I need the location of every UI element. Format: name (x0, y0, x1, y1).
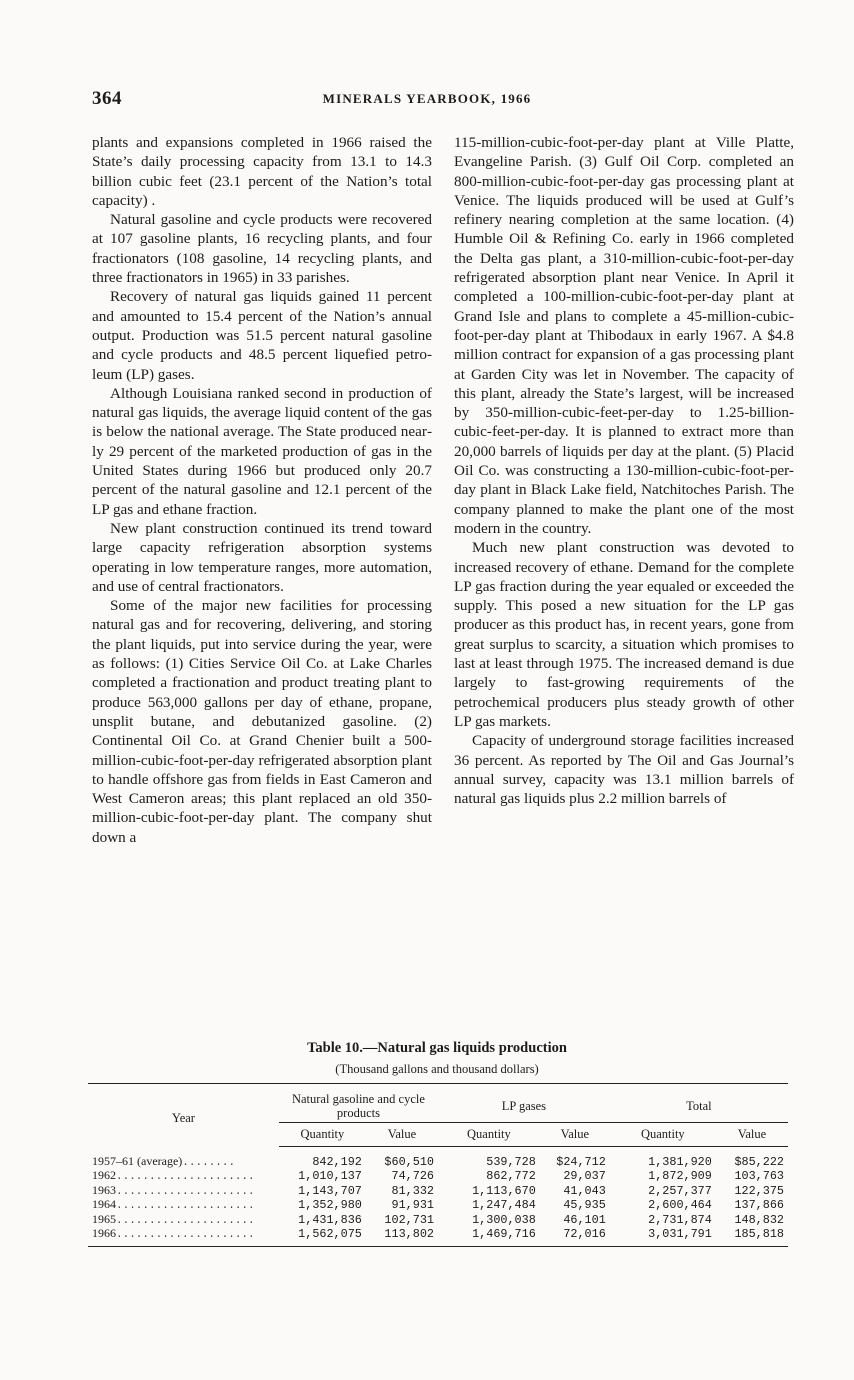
table-cell: 1,143,707 (298, 1183, 362, 1198)
column-header: Quantity (279, 1123, 366, 1147)
paragraph: plants and expansions completed in 1966 raised the State’s daily processing capacity from 13.1 to 14.3 billion cubic feet (23.1 percent of the Nation’s total capacity) . (92, 134, 432, 209)
table-cell: 46,101 (563, 1212, 606, 1227)
table-row (88, 1184, 788, 1199)
table-cell: $24,712 (556, 1154, 606, 1169)
table-cell: $85,222 (734, 1154, 784, 1169)
table-cell: 103,763 (734, 1169, 784, 1184)
table-cell-year (88, 1227, 279, 1246)
paragraph: New plant construction continued its trend toward large capacity refrigeration absorption systems operating in low temperature ranges, more automation, and use of central fractionators. (92, 519, 432, 595)
column-header: Value (540, 1123, 610, 1147)
table-cell: 113,802 (366, 1227, 438, 1246)
dot-leader: ..................... (116, 1214, 255, 1227)
year-label: 1963 (92, 1182, 116, 1197)
table-cell: 1,010,137 (298, 1169, 362, 1184)
table-cell: 539,728 (486, 1154, 536, 1169)
dot-leader: ..................... (116, 1229, 255, 1242)
left-column (92, 133, 432, 847)
paragraph: Natural gasoline and cycle products were recovered at 107 gasoline plants, 16 recycling plants, and four fractionators (108 gasoline, 14 recycling plants, and three fractionators in 1965) in 33 parishes. (92, 211, 432, 287)
table-cell: 862,772 (486, 1169, 536, 1184)
table-cell-year (88, 1198, 279, 1213)
table-cell: 185,818 (716, 1227, 788, 1246)
table-cell: 1,469,716 (438, 1227, 540, 1246)
column-group-natural-gasoline: Natural gasoline and cycle products (279, 1084, 438, 1123)
table-cell: 1,247,484 (472, 1198, 536, 1213)
paragraph: Capacity of underground storage facilities increased 36 percent. As reported by The Oil and Gas Journal’s annual survey, capacity was 13.1 million barrels of natural gas liquids plus 2.2 million barrels of (454, 732, 794, 808)
column-group-total: Total (610, 1084, 788, 1123)
table-cell: 3,031,791 (610, 1227, 716, 1246)
dot-leader: ........ (182, 1156, 236, 1169)
table-cell: 842,192 (312, 1154, 362, 1169)
table-subtitle: (Thousand gallons and thousand dollars) (335, 1062, 539, 1076)
table-row (88, 1169, 788, 1184)
table-cell: 1,381,920 (648, 1154, 712, 1169)
table-cell: 2,257,377 (648, 1183, 712, 1198)
table-cell: 122,375 (734, 1183, 784, 1198)
table-cell: 2,600,464 (648, 1198, 712, 1213)
table-cell: 2,731,874 (648, 1212, 712, 1227)
table-cell: 1,113,670 (472, 1183, 536, 1198)
paragraph: 115-million-cubic-foot-per-day plant at Ville Platte, Evangeline Parish. (3) Gulf Oil Corp. completed an 800-million-cubic-foot-per-day gas processing plant at Venice. The liquids produced will be used at Gulf’s refinery nearing completion at the same location. (4) Humble Oil & Refining Co. early in 1966 completed the Delta gas plant, a 310-million-cubic-foot-per-day refrigerated absorption plant near Venice. In April it completed a 100-million-cubic-foot-per-day plant at Grand Isle and plans to complete a 45-million-cubic-foot-per-day plant at Thibodaux in early 1967. A $4.8 million contract for expansion of a gas processing plant at Garden City was let in November. The capacity of this plant, already the State’s largest, will be increased by 350-million-cubic-feet-per-day to 1.25-billion-cubic-feet-per-day. It is planned to extract more than 20,000 barrels of liquids per day at the plant. (5) Placid Oil Co. was constructing a 130-million-cubic-foot-per-day plant in Black Lake field, Natchitoches Parish. The company planned to make the plant one of the most modern in the country. (454, 134, 794, 537)
page-number: 364 (92, 88, 122, 109)
table-cell-year (88, 1147, 279, 1170)
year-label: 1957–61 (average) (92, 1153, 183, 1168)
column-header: Quantity (438, 1123, 540, 1147)
table-cell: 102,731 (384, 1212, 434, 1227)
dot-leader: ..................... (116, 1171, 255, 1184)
table-cell: 1,431,836 (298, 1212, 362, 1227)
table-cell-year (88, 1169, 279, 1184)
paragraph: Some of the major new facilities for processing natural gas and for recovering, delivering, and storing the plant liquids, put into service during the year, were as follows: (1) Cities Service Oil Co. at Lake Charles completed a fractionation and product treating plant to produce 563,000 gallons per day of ethane, propane, unsplit butane, and debutanized gasoline. (2) Continental Oil Co. at Grand Chenier built a 500-million-cubic-foot-per-day refrigerated absorption plant to handle offshore gas from fields in East Cameron and West Cameron areas; this plant replaced an old 350-million-cubic-foot-per-day plant. The company shut down a (92, 597, 432, 846)
paragraph: Although Louisiana ranked second in production of natural gas liquids, the average liquid content of the gas is below the national average. The State produced nearly 29 percent of the marketed production of gas in the United States during 1966 but produced only 20.7 percent of the natural gasoline and 12.1 percent of the LP gas and ethane fraction. (92, 384, 432, 518)
column-header: Value (716, 1123, 788, 1147)
right-column (454, 133, 794, 808)
table-cell: 137,866 (734, 1198, 784, 1213)
table-row (88, 1147, 788, 1170)
production-table (88, 1083, 788, 1247)
table-cell: 41,043 (563, 1183, 606, 1198)
table-title: Table 10.—Natural gas liquids production (307, 1040, 567, 1056)
column-header: Value (366, 1123, 438, 1147)
table-cell-year (88, 1184, 279, 1199)
table-cell: 29,037 (563, 1169, 606, 1184)
table-cell-year (88, 1213, 279, 1228)
column-group-lp-gases: LP gases (438, 1084, 610, 1123)
column-header-year: Year (88, 1084, 279, 1147)
table-body (88, 1147, 788, 1247)
table-cell: 72,016 (540, 1227, 610, 1246)
table-cell: $60,510 (384, 1154, 434, 1169)
column-header: Quantity (610, 1123, 716, 1147)
table-row (88, 1227, 788, 1246)
year-label: 1964 (92, 1197, 116, 1212)
table-cell: 81,332 (391, 1183, 434, 1198)
table-cell: 45,935 (563, 1198, 606, 1213)
table-cell: 1,352,980 (298, 1198, 362, 1213)
table-row (88, 1213, 788, 1228)
table-cell: 148,832 (734, 1212, 784, 1227)
table-cell: 1,872,909 (648, 1169, 712, 1184)
table-cell: 1,300,038 (472, 1212, 536, 1227)
year-label: 1965 (92, 1211, 116, 1226)
table-cell: 74,726 (391, 1169, 434, 1184)
dot-leader: ..................... (116, 1185, 255, 1198)
year-label: 1962 (92, 1168, 116, 1183)
table-row (88, 1198, 788, 1213)
table-cell: 91,931 (391, 1198, 434, 1213)
running-title: MINERALS YEARBOOK, 1966 (322, 91, 532, 106)
table-cell: 1,562,075 (279, 1227, 366, 1246)
dot-leader: ..................... (116, 1200, 255, 1213)
year-label: 1966 (92, 1226, 116, 1241)
paragraph: Recovery of natural gas liquids gained 11 percent and amounted to 15.4 percent of the Nation’s annual output. Production was 51.5 percent natural gasoline and cycle products and 48.5 percent liquefied petroleum (LP) gases. (92, 288, 432, 383)
paragraph: Much new plant construction was devoted to increased recovery of ethane. Demand for the complete LP gas fraction during the year equaled or exceeded the supply. This posed a new situation for the LP gas producer as this product has, in recent years, gone from great surplus to scarcity, a situation which promises to last at least through 1975. The increased demand is due largely to fast-growing requirements of the petrochemical producers plus steady growth of other LP gas markets. (454, 539, 794, 730)
